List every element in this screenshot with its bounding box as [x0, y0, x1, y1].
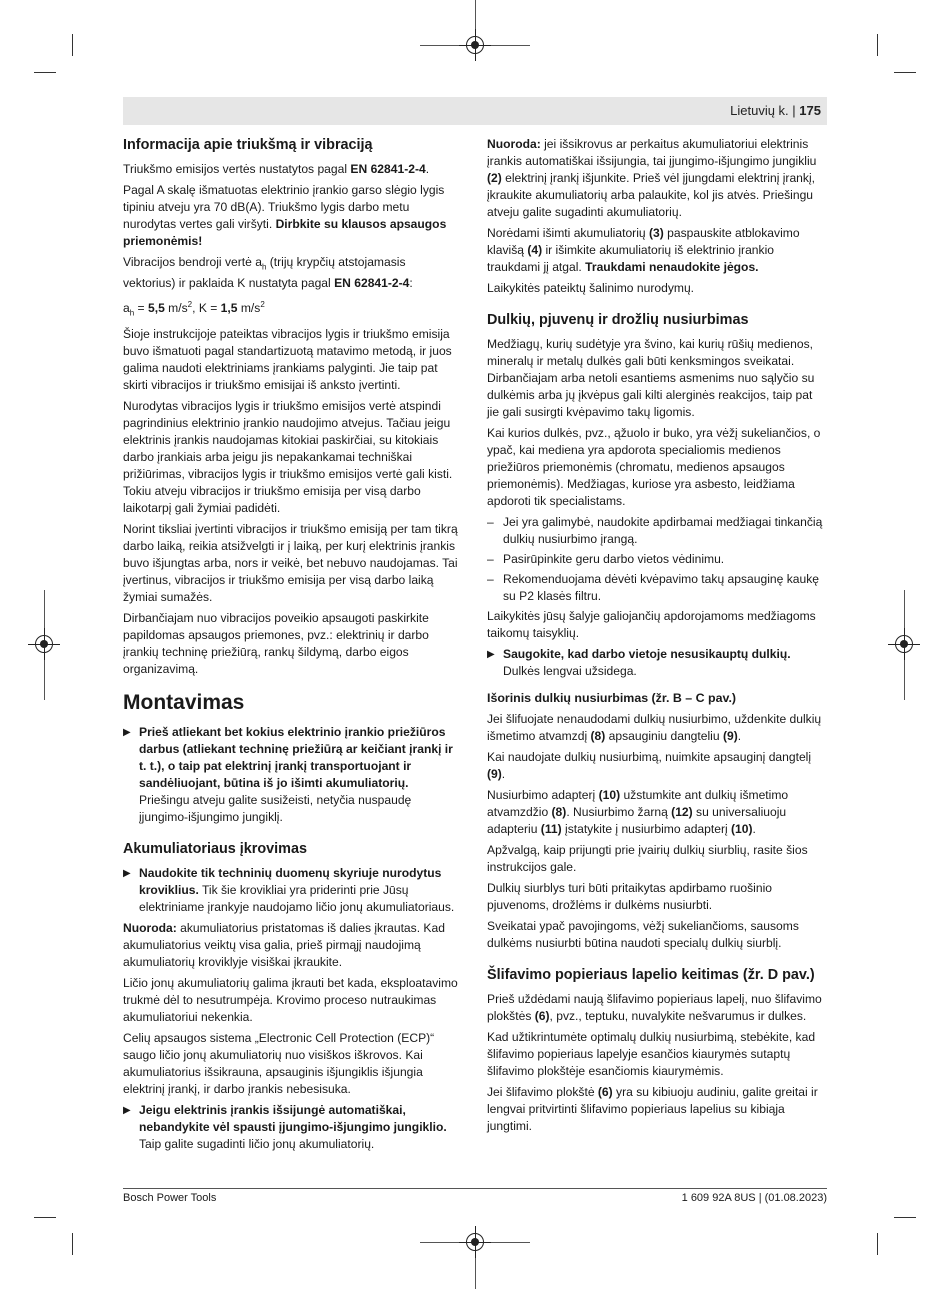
safety-note: ▶ Jeigu elektrinis įrankis išsijungė automatiškai, nebandykite vėl spausti įjungimo-išjungimo jungiklio. Taip galite sugadinti ličio jonų akumuliatorių. — [123, 1102, 447, 1151]
paragraph: Jei šlifuojate nenaudodami dulkių nusiurbimo, uždenkite dulkių išmetimo atvamzdį (8) apsauginiu dangteliu (9). — [487, 712, 822, 743]
vibration-values: $a_h = 5,5$ $m/s^2$, K = 1,5 $m/s^2$ — [123, 300, 265, 318]
crop-mark — [877, 1233, 878, 1255]
section-heading-battery-charging: Akumuliatoriaus įkrovimas — [123, 840, 307, 857]
registration-mark-icon — [895, 635, 913, 653]
left-column — [123, 136, 459, 1157]
crop-mark — [877, 34, 878, 56]
paragraph: Apžvalgą, kaip prijungti prie įvairių dulkių siurblių, rasite šios instrukcijos gale. — [487, 843, 808, 874]
paragraph: Sveikatai ypač pavojingoms, vėžį sukeliančioms, sausoms dulkėms nusiurbti būtina naudoti specialų dulkių siurblį. — [487, 919, 799, 950]
crop-mark — [72, 1233, 73, 1255]
safety-note: ▶ Prieš atliekant bet kokius elektrinio įrankio priežiūros darbus (atliekant techninę priežiūrą ar keičiant įrankį ir t. t.), o taip pat elektrinį įrankį transportuojant ir sandėliuojant, būtina iš jo išimti akumuliatorių. Priešingu atveju galite susižeisti, netyčia nuspaudę įjungimo-išjungimo jungiklį. — [123, 724, 453, 824]
paragraph: Kai kurios dulkės, pvz., ąžuolo ir buko, yra vėžį sukeliančios, o ypač, kai mediena yra apdorota specialiomis medienos priežiūros priemonėmis (chromatu, medienos apsaugos priemonėmis). Medžiagas, kuriose yra asbesto, leidžiama apdoroti tik specialistams. — [487, 426, 821, 508]
paragraph: Vibracijos bendroji vertė $a_h$ (trijų krypčių atstojamasis vektorius) ir paklaida K nustatyta pagal EN 62841-2-4: — [123, 255, 413, 291]
section-heading-dust-extraction: Dulkių, pjuvenų ir drožlių nusiurbimas — [487, 312, 749, 328]
list-item: – Pasirūpinkite geru darbo vietos vėdinimu. — [487, 552, 725, 566]
paragraph: Medžiagų, kurių sudėtyje yra švino, kai kurių rūšių medienos, mineralų ir metalų dulkės gali būti kenksmingos sveikatai. Dirbančiajam arba netoli esantiems asmenims nuo sąlyčio su dulkėmis arba jų įkvėpus gali kilti alerginės reakcijos, taip pat jie gali susirgti kvėpavimo takų ligomis. — [487, 337, 815, 419]
safety-note: ▶ Saugokite, kad darbo vietoje nesusikauptų dulkių. Dulkės lengvai užsidega. — [487, 647, 791, 678]
page-number: 175 — [799, 103, 821, 118]
crop-mark — [894, 72, 916, 73]
paragraph: Šioje instrukcijoje pateiktas vibracijos lygis ir triukšmo emisija buvo išmatuoti pagal standartizuotą matavimo metodą, ir juos galima naudoti elektriniams įrankiams palyginti. Jie taip pat skirti vibracijos ir triukšmo emisijai iš anksto įvertinti. — [123, 326, 452, 392]
paragraph: Laikykitės jūsų šalyje galiojančių apdorojamoms medžiagoms taikomų taisyklių. — [487, 609, 816, 640]
paragraph: Prieš uždėdami naują šlifavimo popieriaus lapelį, nuo šlifavimo plokštės (6), pvz., teptuku, nuvalykite nešvarumus ir dulkes. — [487, 992, 822, 1023]
paragraph: Triukšmo emisijos vertės nustatytos pagal EN 62841-2-4. — [123, 162, 430, 176]
footer-brand: Bosch Power Tools — [123, 1192, 217, 1204]
triangle-bullet-icon: ▶ — [123, 867, 131, 879]
triangle-bullet-icon: ▶ — [123, 726, 131, 738]
right-column — [487, 136, 823, 1139]
section-heading-noise-vibration: Informacija apie triukšmą ir vibraciją — [123, 137, 373, 153]
paragraph: Pagal A skalę išmatuotas elektrinio įrankio garso slėgio lygis tipiniu atveju yra 70 dB(A). Triukšmo lygis darbo metu nurodytas vertes gali viršyti. Dirbkite su klausos apsaugos priemonėmis! — [123, 183, 447, 248]
paragraph: Nusiurbimo adapterį (10) užstumkite ant dulkių išmetimo atvamzdžio (8). Nusiurbimo žarną (12) su universaliuoju adapteriu (11) įstatykite į nusiurbimo adapterį (10). — [487, 788, 789, 836]
registration-line — [475, 0, 476, 30]
footer-doc-id: 1 609 92A 8US | (01.08.2023) — [681, 1192, 827, 1204]
triangle-bullet-icon: ▶ — [487, 649, 495, 660]
paragraph: Dirbančiajam nuo vibracijos poveikio apsaugoti paskirkite papildomas apsaugos priemones, pvz.: elektrinių ir darbo įrankių techninę priežiūrą, rankų šildymą, darbo eigos organizavimą. — [123, 610, 429, 676]
subheading-external-dust-extraction: Išorinis dulkių nusiurbimas (žr. B – C pav.) — [487, 691, 737, 705]
footer-divider — [123, 1188, 827, 1189]
paragraph: Nuoroda: akumuliatorius pristatomas iš dalies įkrautas. Kad akumuliatorius veiktų visa galia, prieš pirmąjį naudojimą akumuliatorių kroviklyje visiškai įkraukite. — [123, 920, 445, 969]
list-item: – Rekomenduojama dėvėti kvėpavimo takų apsauginę kaukę su P2 klasės filtru. — [487, 572, 819, 603]
paragraph: Norėdami išimti akumuliatorių (3) paspauskite atblokavimo klavišą (4) ir išimkite akumuliatorių iš elektrinio įrankio traukdami jį atgal. Traukdami nenaudokite jėgos. — [487, 226, 800, 274]
header-text — [730, 103, 821, 118]
paragraph: Celių apsaugos sistema „Electronic Cell Protection (ECP)“ saugo ličio jonų akumuliatorių nuo visiškos iškrovos. Kai akumuliatorius išsikrauna, apsauginis išjungiklis išjungia elektrinį įrankį, ir darbo įrankis nebesisuka. — [123, 1030, 435, 1096]
paragraph: Jei šlifavimo plokštė (6) yra su kibiuoju audiniu, galite greitai ir lengvai pritvirtinti šlifavimo popieriaus lapelius su kibiąja jungtimi. — [487, 1085, 818, 1133]
paragraph: Kad užtikrintumėte optimalų dulkių nusiurbimą, stebėkite, kad šlifavimo popieriaus lapelyje esančios kiaurymės sutaptų šlifavimo plokštėje esančiomis kiaurymėmis. — [487, 1030, 816, 1078]
header-separator: | — [792, 103, 800, 118]
registration-mark-icon — [466, 36, 484, 54]
crop-mark — [894, 1217, 916, 1218]
registration-mark-icon — [466, 1233, 484, 1251]
crop-mark — [72, 34, 73, 56]
registration-mark-icon — [35, 635, 53, 653]
crop-mark — [34, 1217, 56, 1218]
paragraph: Norint tiksliai įvertinti vibracijos ir triukšmo emisiją per tam tikrą darbo laiką, reikia atsižvelgti ir į laiką, per kurį elektrinis įrankis buvo išjungtas arba, nors ir veikė, bet nebuvo naudojamas. Tai įvertinus, vibracijos ir triukšmo emisija per visą darbo laiką žymiai sumažės. — [123, 521, 458, 604]
header-language: Lietuvių k. — [730, 103, 789, 118]
section-heading-sanding-paper-change: Šlifavimo popieriaus lapelio keitimas (žr. D pav.) — [487, 967, 815, 983]
paragraph: Dulkių siurblys turi būti pritaikytas apdirbamo ruošinio pjuvenoms, drožlėms ir dulkėms nusiurbti. — [487, 881, 772, 912]
paragraph: Laikykitės pateiktų šalinimo nurodymų. — [487, 281, 695, 295]
safety-note: ▶ Naudokite tik techninių duomenų skyriuje nurodytus kroviklius. Tik šie krovikliai yra priderinti prie Jūsų elektriniame įrankyje naudojamo ličio jonų akumuliatoriaus. — [123, 865, 455, 914]
paragraph: Kai naudojate dulkių nusiurbimą, nuimkite apsauginį dangtelį (9). — [487, 750, 812, 781]
registration-line — [475, 1258, 476, 1289]
list-item: – Jei yra galimybė, naudokite apdirbamai medžiagai tinkančią dulkių nusiurbimo įrangą. — [487, 515, 823, 546]
paragraph: Nurodytas vibracijos lygis ir triukšmo emisijos vertė atspindi pagrindinius elektrinio įrankio naudojimo atvejus. Tačiau jeigu elektrinis įrankis naudojamas kitokiai paskirčiai, su kitokiais darbo įrankiais arba jeigu jis nepakankamai techniškai prižiūrimas, vibracijos lygis ir triukšmo emisijos vertė gali kisti. Tokiu atveju vibracijos ir triukšmo emisija per visą darbo laikotarpį gali žymiai padidėti. — [123, 398, 453, 515]
section-heading-mounting: Montavimas — [123, 690, 245, 714]
paragraph: Nuoroda: jei išsikrovus ar perkaitus akumuliatoriui elektrinis įrankis automatiškai išsijungia, tai įjungimo-išjungimo jungikliu (2) elektrinį įrankį išjunkite. Prieš vėl įjungdami elektrinį įrankį, įkraukite akumuliatorių arba palaukite, kol jis atvės. Priešingu atveju galite sugadinti akumuliatorių. — [487, 137, 817, 219]
triangle-bullet-icon: ▶ — [123, 1104, 131, 1116]
page-header — [123, 97, 827, 125]
paragraph: Ličio jonų akumuliatorių galima įkrauti bet kada, eksploatavimo trukmė dėl to nesutrumpėja. Krovimo proceso nutraukimas akumuliatoriui nekenkia. — [123, 975, 458, 1024]
crop-mark — [34, 72, 56, 73]
